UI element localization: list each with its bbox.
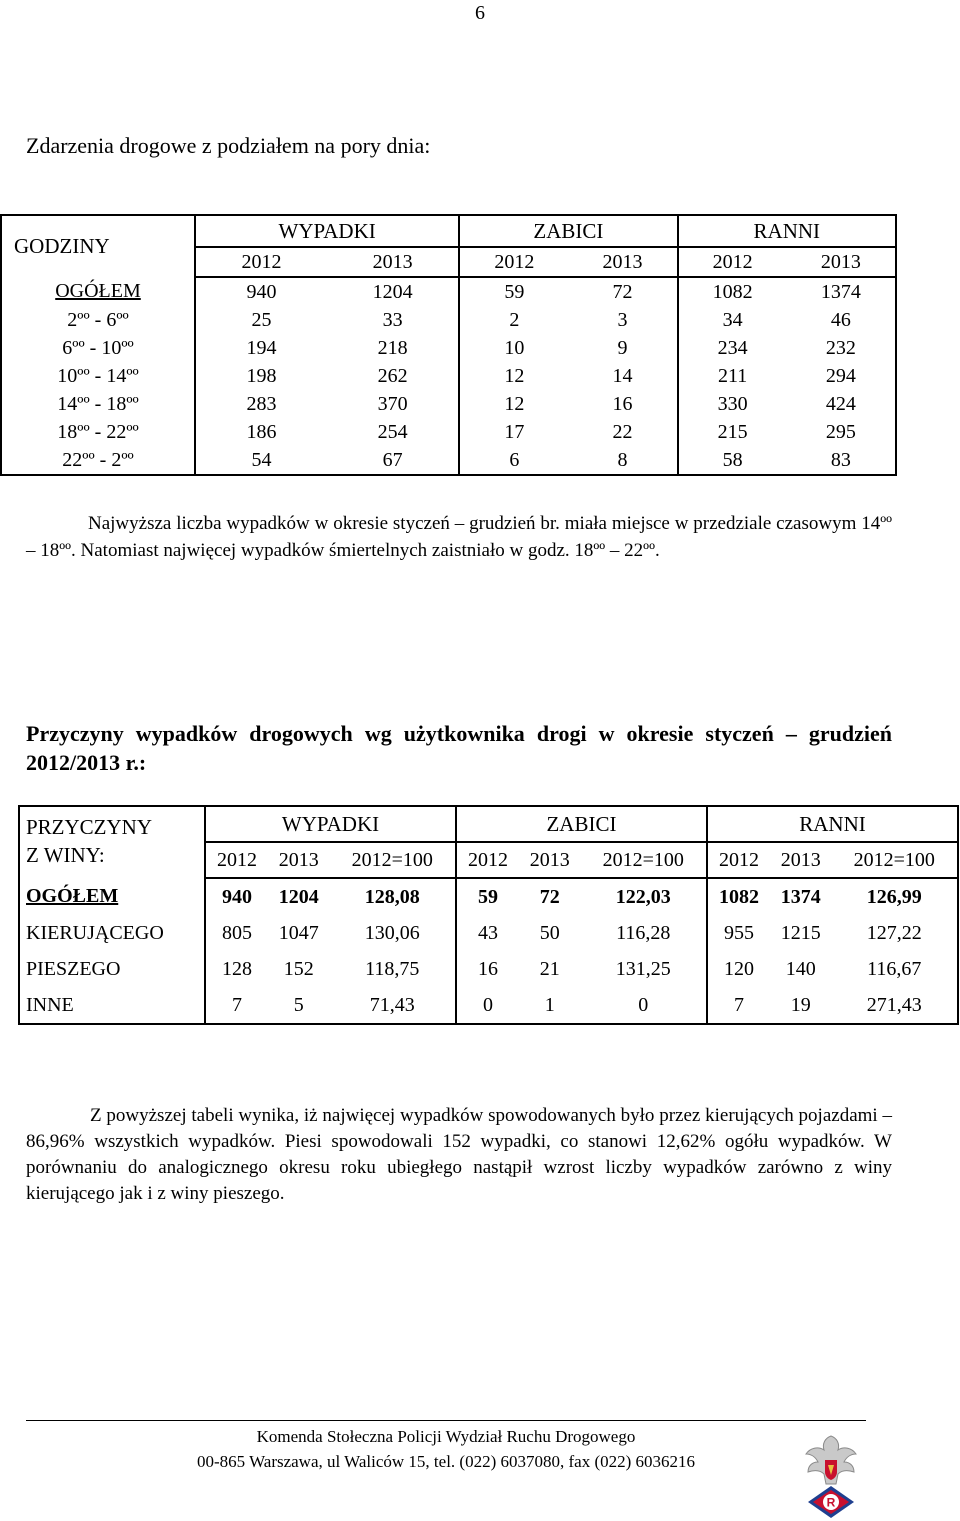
table-cell: 271,43 <box>866 993 922 1016</box>
table-cell: 424 <box>825 392 856 415</box>
table-cell: 12 <box>504 364 525 387</box>
table-cell: 116,67 <box>867 957 922 980</box>
table-cell: 128,08 <box>330 878 456 915</box>
table-cell: 120 <box>723 957 754 980</box>
table-cell: 215 <box>717 420 748 443</box>
table-cell: 67 <box>327 446 459 475</box>
table-cell: 72 <box>568 277 677 306</box>
row-label: PIESZEGO <box>19 951 205 987</box>
footer-line-2: 00-865 Warszawa, ul Waliców 15, tel. (022) 6037080, fax (022) 6036216 <box>196 1452 696 1471</box>
group-header-ranni: RANNI <box>707 806 958 842</box>
table-cell: 254 <box>327 418 459 446</box>
table-cell: 1374 <box>820 280 861 303</box>
table-cell: 22 <box>568 418 677 446</box>
sub-header: 2013 <box>268 842 329 878</box>
table-cell: 7 <box>232 993 242 1016</box>
table-corner-header: GODZINY <box>1 215 195 277</box>
table-cell: 10 <box>504 336 525 359</box>
table-row <box>19 915 958 951</box>
table-corner-header <box>19 806 205 878</box>
section-heading-time-of-day: Zdarzenia drogowe z podziałem na pory dnia: <box>26 133 431 158</box>
table-row <box>19 951 958 987</box>
table-cell: 43 <box>477 921 498 944</box>
table-cell: 126,99 <box>866 885 922 908</box>
table-row <box>19 987 958 1024</box>
table-cell: 940 <box>246 280 277 303</box>
section-heading-causes: Przyczyny wypadków drogowych wg użytkownika drogi w okresie styczeń – grudzień 2012/2013 r.: <box>26 721 892 775</box>
table-cell: 2 <box>509 308 520 331</box>
row-label: 18ºº - 22ºº <box>1 418 195 446</box>
table-cell: 218 <box>327 334 459 362</box>
row-label: 14ºº - 18ºº <box>1 390 195 418</box>
table-cell: 940 <box>222 885 252 908</box>
row-label: 10ºº - 14ºº <box>1 362 195 390</box>
sub-header: 2012 <box>205 842 268 878</box>
table-cell: 955 <box>723 921 754 944</box>
table-cell: 6 <box>509 448 520 471</box>
sub-header: 2012 <box>456 842 519 878</box>
sub-header: 2013 <box>519 842 580 878</box>
table-cell: 59 <box>504 280 525 303</box>
row-label: KIERUJĄCEGO <box>19 915 205 951</box>
table-cell: 186 <box>246 420 277 443</box>
group-header-wypadki: WYPADKI <box>205 806 456 842</box>
row-label: OGÓŁEM <box>19 878 205 915</box>
sub-header: 2012 <box>707 842 770 878</box>
table-cell: 1374 <box>780 885 821 908</box>
table-cell: 59 <box>477 885 498 908</box>
year-header: 2012 <box>678 247 787 277</box>
table-cell: 140 <box>785 957 816 980</box>
table-cell: 262 <box>327 362 459 390</box>
table-cell: 1204 <box>327 277 459 306</box>
table-cell: 14 <box>568 362 677 390</box>
table-row <box>19 878 958 915</box>
table-cell: 7 <box>733 993 744 1016</box>
table-cell: 1047 <box>278 921 319 944</box>
table-cell: 8 <box>568 446 677 475</box>
table-row <box>1 306 896 334</box>
table-cell: 1204 <box>278 885 319 908</box>
paragraph-causes-summary: Z powyższej tabeli wynika, iż najwięcej wypadków spowodowanych było przez kierujących pojazdami – 86,96% wszystkich wypadków. Piesi spowodowali 152 wypadki, co stanowi 12,62% ogółu wypadków. W porównaniu do analogicznego okresu roku ubiegłego nastąpił wzrost liczby wypadków zarówno z winy kierującego jak i z winy pieszego. <box>26 1105 892 1204</box>
table-cell: 122,03 <box>580 878 706 915</box>
table-cell: 5 <box>293 993 304 1016</box>
time-of-day-table <box>0 214 897 476</box>
table-cell: 34 <box>722 308 743 331</box>
table-cell: 12 <box>504 392 525 415</box>
table-row <box>1 277 896 306</box>
table-cell: 33 <box>327 306 459 334</box>
table-cell: 50 <box>539 921 560 944</box>
table-cell: 25 <box>251 308 272 331</box>
police-eagle-emblem-icon <box>800 1432 862 1518</box>
table-cell: 71,43 <box>330 987 456 1024</box>
table-row <box>1 446 896 475</box>
page-number: 6 <box>475 2 485 24</box>
table-cell: 805 <box>222 921 252 944</box>
corner-line-2: Z WINY: <box>26 843 105 867</box>
table-cell: 198 <box>246 364 277 387</box>
footer-divider <box>26 1420 866 1421</box>
sub-header: 2012=100 <box>330 842 456 878</box>
table-cell: 294 <box>825 364 856 387</box>
sub-header: 2012=100 <box>580 842 706 878</box>
table-cell: 116,28 <box>580 915 706 951</box>
table-row <box>1 334 896 362</box>
table-cell: 283 <box>246 392 277 415</box>
year-header: 2013 <box>787 247 896 277</box>
table-cell: 127,22 <box>866 921 922 944</box>
table-cell: 234 <box>717 336 748 359</box>
year-header: 2012 <box>459 247 568 277</box>
table-cell: 54 <box>251 448 272 471</box>
table-row <box>1 418 896 446</box>
paragraph-time-of-day-summary: Najwyższa liczba wypadków w okresie styczeń – grudzień br. miała miejsce w przedziale czasowym 14ºº – 18ºº. Natomiast najwięcej wypadków śmiertelnych zaistniało w godz. 18ºº – 22ºº. <box>26 513 892 561</box>
group-header-zabici: ZABICI <box>459 215 677 247</box>
table-cell: 1 <box>544 993 555 1016</box>
causes-table <box>18 805 959 1025</box>
table-cell: 295 <box>825 420 856 443</box>
table-cell: 0 <box>580 987 706 1024</box>
table-cell: 46 <box>830 308 851 331</box>
table-cell: 9 <box>568 334 677 362</box>
row-label: 2ºº - 6ºº <box>1 306 195 334</box>
table-cell: 3 <box>568 306 677 334</box>
footer <box>26 1424 866 1474</box>
year-header: 2012 <box>195 247 327 277</box>
sub-header: 2013 <box>770 842 831 878</box>
table-cell: 17 <box>504 420 525 443</box>
sub-header: 2012=100 <box>831 842 958 878</box>
row-label: OGÓŁEM <box>1 277 195 306</box>
table-cell: 330 <box>717 392 748 415</box>
emblem-letter: R <box>826 1495 836 1510</box>
table-cell: 370 <box>327 390 459 418</box>
table-cell: 152 <box>283 957 314 980</box>
row-label: 22ºº - 2ºº <box>1 446 195 475</box>
group-header-zabici: ZABICI <box>456 806 707 842</box>
row-label: 6ºº - 10ºº <box>1 334 195 362</box>
table-cell: 118,75 <box>330 951 456 987</box>
table-cell: 21 <box>539 957 560 980</box>
year-header: 2013 <box>568 247 677 277</box>
table-cell: 232 <box>825 336 856 359</box>
table-cell: 211 <box>718 364 748 387</box>
table-cell: 131,25 <box>580 951 706 987</box>
year-header: 2013 <box>327 247 459 277</box>
table-row <box>1 390 896 418</box>
table-cell: 194 <box>246 336 277 359</box>
group-header-wypadki: WYPADKI <box>195 215 459 247</box>
group-header-ranni: RANNI <box>678 215 896 247</box>
table-cell: 83 <box>830 448 851 471</box>
table-cell: 19 <box>790 993 811 1016</box>
table-cell: 58 <box>722 448 743 471</box>
table-cell: 1082 <box>712 280 753 303</box>
table-cell: 1215 <box>780 921 821 944</box>
table-cell: 16 <box>477 957 498 980</box>
table-cell: 16 <box>568 390 677 418</box>
footer-line-1: Komenda Stołeczna Policji Wydział Ruchu Drogowego <box>256 1427 636 1446</box>
table-row <box>1 362 896 390</box>
table-cell: 72 <box>539 885 560 908</box>
row-label: INNE <box>19 987 205 1024</box>
corner-line-1: PRZYCZYNY <box>26 815 153 839</box>
table-cell: 130,06 <box>330 915 456 951</box>
table-cell: 128 <box>222 957 252 980</box>
table-cell: 0 <box>482 993 493 1016</box>
table-cell: 1082 <box>718 885 759 908</box>
